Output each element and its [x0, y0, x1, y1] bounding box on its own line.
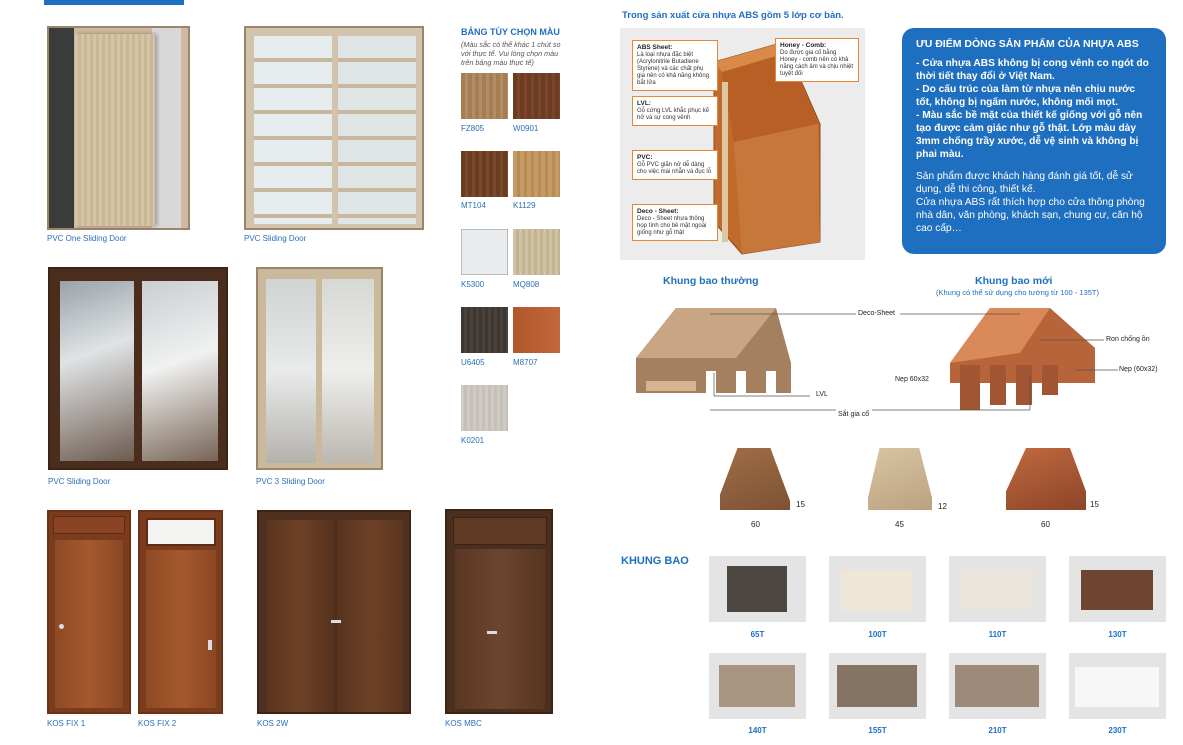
door-pvc-3-sliding-image — [256, 267, 383, 470]
swatch-u6405[interactable] — [461, 307, 508, 353]
annotation-abs-title: ABS Sheet: — [637, 44, 673, 51]
khung-bao-label-140t: 140T — [748, 726, 767, 735]
label-nep-left: Nẹp 60x32 — [895, 376, 929, 383]
swatch-code-k5300: K5300 — [461, 280, 485, 289]
khung-bao-100t[interactable] — [829, 556, 926, 622]
frame-new-note: (Khung có thể sử dụng cho tường từ 100 - 135T) — [936, 288, 1099, 297]
label-deco-sheet: Deco-Sheet — [858, 310, 895, 317]
khung-bao-label-210t: 210T — [988, 726, 1007, 735]
annotation-abs-sheet — [632, 40, 718, 91]
swatch-k5300[interactable] — [461, 229, 508, 275]
khung-bao-label-230t: 230T — [1108, 726, 1127, 735]
annotation-lvl-title: LVL: — [637, 100, 651, 107]
annotation-pvc-title: PVC: — [637, 154, 653, 161]
frame-new-title: Khung bao mới — [975, 275, 1053, 287]
annotation-honey-comb — [775, 38, 859, 82]
annotation-honey-title: Honey - Comb: — [780, 42, 827, 49]
door-kos-2w-image — [257, 510, 411, 714]
color-table-note: (Màu sắc có thể khác 1 chút so với thực tế. Vui lòng chọn màu trên bảng màu thực tế) — [461, 40, 561, 67]
advantages-panel — [902, 28, 1166, 254]
khung-bao-label-130t: 130T — [1108, 630, 1127, 639]
profile-2-image — [868, 448, 932, 510]
swatch-code-mq808: MQ808 — [513, 280, 540, 289]
swatch-m8707[interactable] — [513, 307, 560, 353]
swatch-k0201[interactable] — [461, 385, 508, 431]
caption-kos-mbc: KOS MBC — [445, 719, 482, 728]
label-ron-chong-on: Ron chống ồn — [1106, 336, 1150, 343]
swatch-code-k0201: K0201 — [461, 436, 485, 445]
caption-kos-2w: KOS 2W — [257, 719, 289, 728]
advantage-bullet-3: - Màu sắc bề mặt của thiết kế giống với gỗ nên tạo được cảm giác như gỗ thật. Lớp màu dày 3mm chống trầy xước, dễ vệ sinh và không bị phai màu. — [916, 110, 1143, 160]
advantage-bullet-1: - Cửa nhựa ABS không bị cong vênh co ngót do thời tiết thay đổi ở Việt Nam. — [916, 58, 1149, 82]
color-table-title: BẢNG TÙY CHỌN MÀU — [461, 27, 560, 37]
annotation-honey-text: Do được gia cố bằng Honey - comb nên có khả năng cách âm và chịu nhiệt tuyệt đối — [780, 50, 854, 77]
khung-bao-210t[interactable] — [949, 653, 1046, 719]
khung-bao-label-110t: 110T — [988, 630, 1007, 639]
door-kos-mbc-image — [445, 509, 553, 714]
caption-pvc-3-sliding: PVC 3 Sliding Door — [256, 477, 325, 486]
swatch-mq808[interactable] — [513, 229, 560, 275]
label-sat-gia-co: Sắt gia cố — [838, 411, 870, 418]
khung-bao-140t[interactable] — [709, 653, 806, 719]
swatch-code-fz805: FZ805 — [461, 124, 485, 133]
door-kos-fix-2-image — [138, 510, 223, 714]
profile-2-width: 45 — [895, 520, 904, 529]
khung-bao-110t[interactable] — [949, 556, 1046, 622]
profile-2-height: 12 — [938, 502, 947, 511]
advantages-paragraph-2: Cửa nhựa ABS rất thích hợp cho cửa thông phòng nhà dân, văn phòng, khách sạn, chung cư, căn hộ cao cấp… — [916, 197, 1145, 234]
annotation-lvl-text: Gỗ cứng LVL khắc phục kẽ hở và sự cong vênh — [637, 108, 710, 121]
swatch-code-k1129: K1129 — [513, 201, 536, 210]
annotation-pvc — [632, 150, 718, 180]
swatch-code-u6405: U6405 — [461, 358, 485, 367]
label-lvl: LVL — [816, 391, 828, 398]
khung-bao-230t[interactable] — [1069, 653, 1166, 719]
swatch-mt104[interactable] — [461, 151, 508, 197]
swatch-code-w0901: W0901 — [513, 124, 539, 133]
profile-3-image — [1006, 448, 1086, 510]
profile-1-height: 15 — [796, 500, 805, 509]
caption-kos-fix-2: KOS FIX 2 — [138, 719, 177, 728]
door-kos-fix-1-image — [47, 510, 131, 714]
swatch-k1129[interactable] — [513, 151, 560, 197]
door-pvc-sliding-dark-image — [48, 267, 228, 470]
annotation-deco-title: Deco - Sheet: — [637, 208, 679, 215]
khung-bao-65t[interactable] — [709, 556, 806, 622]
top-accent-bar — [44, 0, 184, 5]
annotation-pvc-text: Gỗ PVC giãn nở dễ dàng cho việc mài nhẵn và đục lỗ — [637, 162, 712, 175]
annotation-deco-sheet — [632, 204, 718, 241]
profile-3-width: 60 — [1041, 520, 1050, 529]
door-pvc-one-sliding-image — [47, 26, 190, 230]
caption-pvc-sliding-1: PVC Sliding Door — [244, 234, 307, 243]
swatch-code-m8707: M8707 — [513, 358, 538, 367]
door-pvc-sliding-glass-image — [244, 26, 424, 230]
caption-pvc-sliding-2: PVC Sliding Door — [48, 477, 111, 486]
advantage-bullet-2: - Do cấu trúc của làm từ nhựa nên chịu nước tốt, không bị ngấm nước, không mối mọt. — [916, 84, 1136, 108]
swatch-fz805[interactable] — [461, 73, 508, 119]
caption-kos-fix-1: KOS FIX 1 — [47, 719, 86, 728]
frame-leader-lines — [700, 300, 1130, 420]
profile-3-height: 15 — [1090, 500, 1099, 509]
annotation-abs-text: Là loại nhựa đặc biệt (Acrylonitrile Butadiene Styrene) và các chất phụ gia nên có khả năng không bắt lửa — [637, 52, 710, 86]
khung-bao-label-65t: 65T — [750, 630, 765, 639]
advantages-title: ƯU ĐIỂM DÒNG SẢN PHẨM CỦA NHỰA ABS — [916, 38, 1139, 50]
khung-bao-title: KHUNG BAO — [621, 555, 689, 567]
label-nep-right: Nẹp (60x32) — [1119, 366, 1158, 373]
swatch-w0901[interactable] — [513, 73, 560, 119]
khung-bao-label-155t: 155T — [868, 726, 887, 735]
layers-heading: Trong sản xuất cửa nhựa ABS gồm 5 lớp cơ bản. — [622, 10, 844, 21]
annotation-deco-text: Deco - Sheet nhựa thông họp tính cho bề mặt ngoài giống như gỗ thật — [637, 216, 707, 236]
profile-1-width: 60 — [751, 520, 760, 529]
profile-1-image — [720, 448, 790, 510]
advantages-paragraph-1: Sản phẩm được khách hàng đánh giá tốt, dễ sử dụng, dễ thi công, thiết kế. — [916, 171, 1133, 195]
khung-bao-label-100t: 100T — [868, 630, 887, 639]
swatch-code-mt104: MT104 — [461, 201, 486, 210]
caption-pvc-one-sliding: PVC One Sliding Door — [47, 234, 127, 243]
frame-normal-title: Khung bao thường — [663, 275, 759, 287]
annotation-lvl — [632, 96, 718, 126]
khung-bao-130t[interactable] — [1069, 556, 1166, 622]
khung-bao-155t[interactable] — [829, 653, 926, 719]
